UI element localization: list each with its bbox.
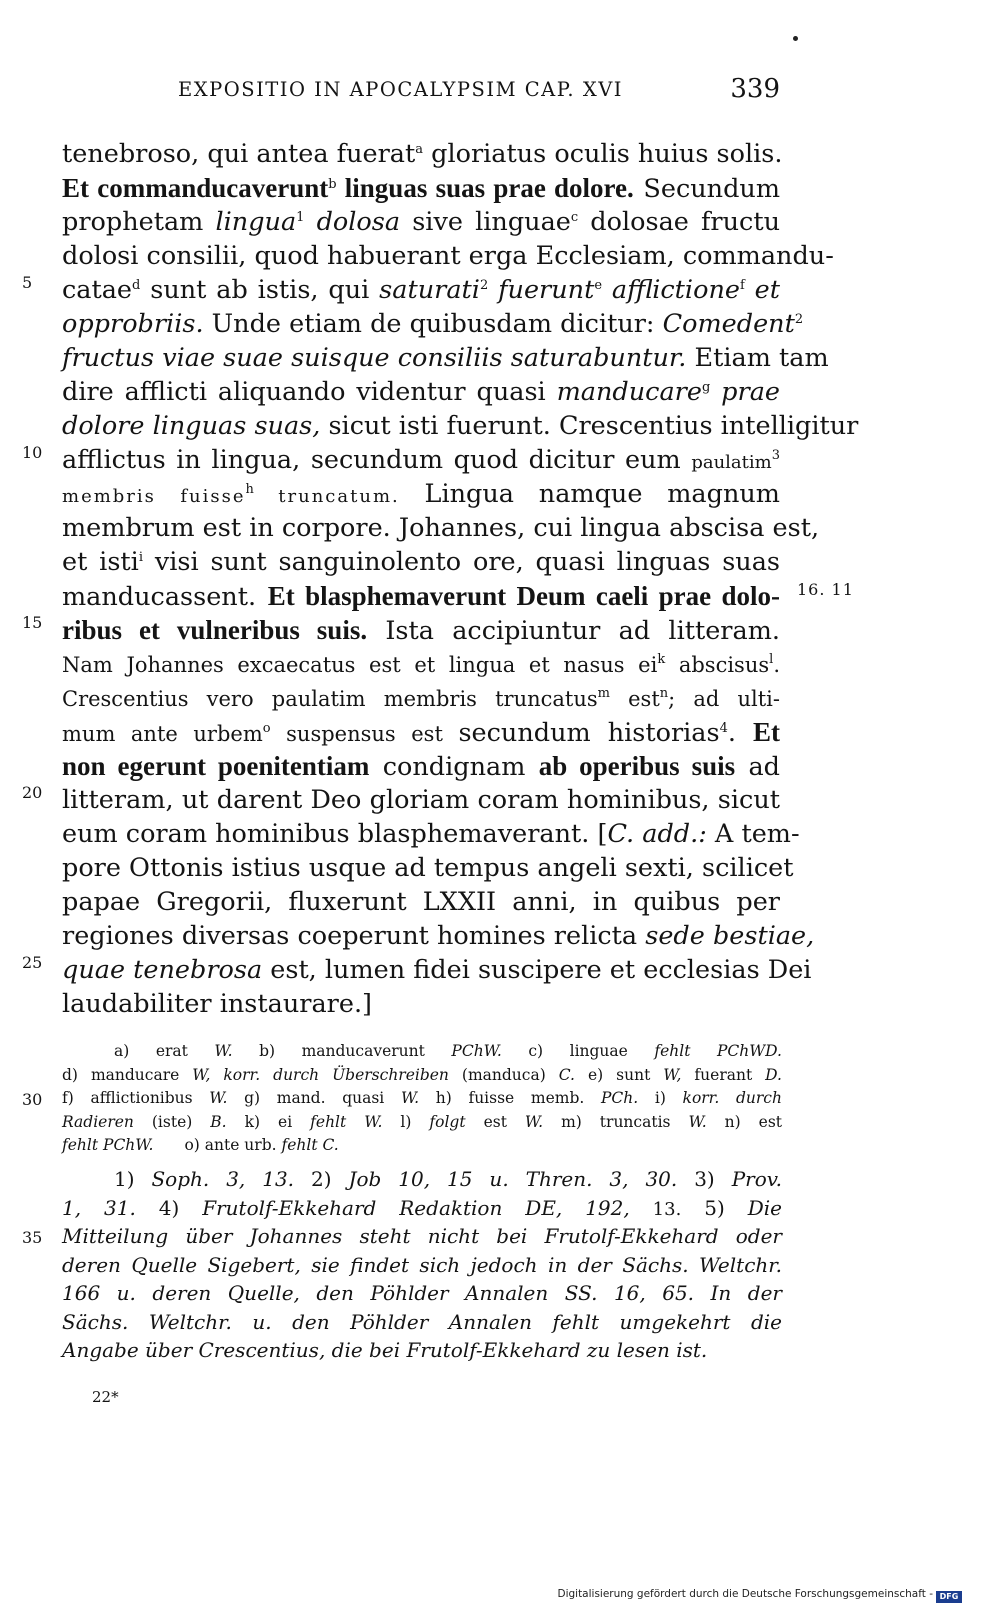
note-line: Mitteilung über Johannes steht nicht bei Frutolf-Ekkehard oder	[62, 1224, 782, 1248]
page-number: 339	[730, 74, 780, 104]
text-line: mum ante urbem$^o$ suspensus est secundum historias$^4$. Et	[62, 717, 780, 748]
text-line: membrum est in corpore. Johannes, cui lingua abscisa est,	[62, 513, 820, 543]
text-line: afflictus in lingua, secundum quod dicitur eum paulatim$^3$	[62, 445, 780, 475]
apparatus-line: f) afflictionibus W. g) mand. quasi W. h) fuisse memb. PCh. i) korr. durch	[62, 1089, 782, 1107]
text-line: Nam Johannes excaecatus est et lingua et nasus $ei^k$ abscisus$^l$.	[62, 652, 780, 677]
text-line: dire afflicti aliquando videntur quasi manducare$^g$ prae	[62, 377, 780, 407]
footnote-marker: 2	[794, 312, 804, 327]
footnote-marker: 3	[771, 448, 780, 463]
text-line: manducassent. Et blasphemaverunt Deum caeli prae dolo-	[62, 581, 780, 612]
footnote-marker: 1	[296, 210, 305, 225]
apparatus-line: fehlt PChW. o) ante urb. fehlt C.	[62, 1136, 339, 1154]
footnote-marker: o	[262, 721, 271, 736]
speck-dot	[793, 36, 798, 41]
footnote-marker: a	[415, 142, 424, 157]
page-header	[60, 74, 780, 108]
lemma: ab operibus suis	[538, 751, 736, 781]
text-line: dolosi consilii, quod habuerant erga Ecclesiam, commandu-	[62, 241, 834, 271]
apparatus-line: d) manducare W, korr. durch Überschreiben (manduca) C. e) sunt W, fuerant D.	[62, 1065, 782, 1084]
line-number: 15	[22, 613, 43, 632]
line-number: 35	[22, 1228, 43, 1247]
lemma: linguas suas prae dolore.	[336, 173, 634, 203]
footnote-marker: f	[739, 278, 745, 293]
apparatus-line: Radieren (iste) B. k) ei fehlt W. l) folgt est W. m) truncatis W. n) est	[62, 1112, 782, 1131]
text-line: tenebroso, qui antea fuerat$^a$ gloriatus oculis huius solis.	[62, 139, 783, 169]
margin-verse-reference: 16. 11	[797, 580, 854, 599]
text-line: ribus et vulneribus suis. Ista accipiuntur ad litteram.	[62, 615, 780, 646]
text-line: membris fuisse$^h$ truncatum. Lingua namque magnum	[62, 479, 780, 509]
footnote-marker: c	[570, 210, 579, 225]
line-number: 5	[22, 273, 33, 292]
text-line: quae tenebrosa est, lumen fidei suscipere et ecclesias Dei	[62, 955, 812, 985]
signature-mark: 22*	[92, 1388, 119, 1406]
credit-text: Digitalisierung gefördert durch die Deutsche Forschungsgemeinschaft -	[557, 1588, 933, 1600]
line-number: 25	[22, 953, 43, 972]
note-line: 1, 31. 4) Frutolf-Ekkehard Redaktion DE, 192, 13. 5) Die	[62, 1195, 782, 1220]
footnote-marker: d	[132, 278, 141, 293]
footnote-marker: i	[138, 550, 143, 565]
text-line: laudabiliter instaurare.]	[62, 989, 372, 1019]
lemma: Et blasphemaverunt Deum caeli prae dolo-	[267, 581, 780, 611]
apparatus-line: a) erat W. b) manducaverunt PChW. c) linguae fehlt PChWD.	[114, 1042, 782, 1060]
note-line: deren Quelle Sigebert, sie findet sich jedoch in der Sächs. Weltchr.	[62, 1252, 782, 1277]
text-line: et isti$^i$ visi sunt sanguinolento ore, quasi linguas suas	[62, 547, 780, 577]
text-line: papae Gregorii, fluxerunt LXXII anni, in quibus per	[62, 887, 780, 917]
note-line: 1) Soph. 3, 13. 2) Job 10, 15 u. Thren. 3, 30. 3) Prov.	[114, 1167, 783, 1191]
footnote-marker: h	[245, 482, 254, 497]
lemma: non egerunt poenitentiam	[62, 751, 370, 781]
footnote-marker: 4	[719, 721, 728, 736]
lemma: Et	[752, 717, 780, 747]
note-line: 166 u. deren Quelle, den Pöhlder Annalen SS. 16, 65. In der	[62, 1281, 782, 1305]
text-line: catae$^d$ sunt ab istis, qui saturati$^2$ fuerunt$^e$ afflictione$^f$ et	[62, 275, 780, 305]
text-line: prophetam lingua$^1$ dolosa sive linguae$^c$ dolosae fructu	[62, 207, 780, 237]
text-line: fructus viae suae suisque consiliis saturabuntur. Etiam tam	[62, 343, 829, 373]
lemma: Et commanducaverunt	[62, 173, 329, 203]
running-title: EXPOSITIO IN APOCALYPSIM CAP. XVI	[178, 78, 623, 101]
text-line: pore Ottonis istius usque ad tempus angeli sexti, scilicet	[62, 853, 794, 883]
text-line: regiones diversas coeperunt homines relicta sede bestiae,	[62, 921, 815, 951]
line-number: 10	[22, 443, 43, 462]
footnote-marker: m	[597, 686, 610, 701]
footnote-marker: b	[328, 177, 337, 192]
text-line: litteram, ut darent Deo gloriam coram hominibus, sicut	[62, 785, 780, 815]
dfg-logo-icon: DFG	[936, 1591, 962, 1603]
text-line: Crescentius vero paulatim membris truncatus$^m$ est$^n$; ad ulti-	[62, 686, 780, 711]
footnote-marker: l	[769, 652, 774, 667]
text-line: dolore linguas suas, sicut isti fuerunt. Crescentius intelligitur	[62, 411, 859, 441]
note-line: Angabe über Crescentius, die bei Frutolf-Ekkehard zu lesen ist.	[62, 1338, 708, 1362]
line-number: 30	[22, 1090, 43, 1109]
text-line: eum coram hominibus blasphemaverant. [C. add.: A tem-	[62, 819, 800, 849]
note-line: Sächs. Weltchr. u. den Pöhlder Annalen fehlt umgekehrt die	[62, 1309, 782, 1334]
footnote-marker: g	[701, 380, 711, 395]
text-line: opprobriis. Unde etiam de quibusdam dicitur: Comedent$^2$	[62, 309, 804, 339]
line-number: 20	[22, 783, 43, 802]
footnote-marker: e	[594, 278, 603, 293]
source-notes	[62, 1165, 782, 1365]
digitization-credit	[557, 1588, 962, 1603]
footnote-marker: 2	[479, 278, 489, 293]
footnote-marker: n	[659, 686, 669, 701]
text-line: non egerunt poenitentiam condignam ab operibus suis ad	[62, 751, 781, 782]
lemma: ribus et vulneribus suis.	[62, 615, 368, 645]
text-line: Et commanducaverunt$^b$ linguas suas prae dolore. Secundum	[62, 173, 780, 204]
footnote-marker: k	[657, 652, 666, 667]
critical-apparatus	[62, 1040, 782, 1158]
